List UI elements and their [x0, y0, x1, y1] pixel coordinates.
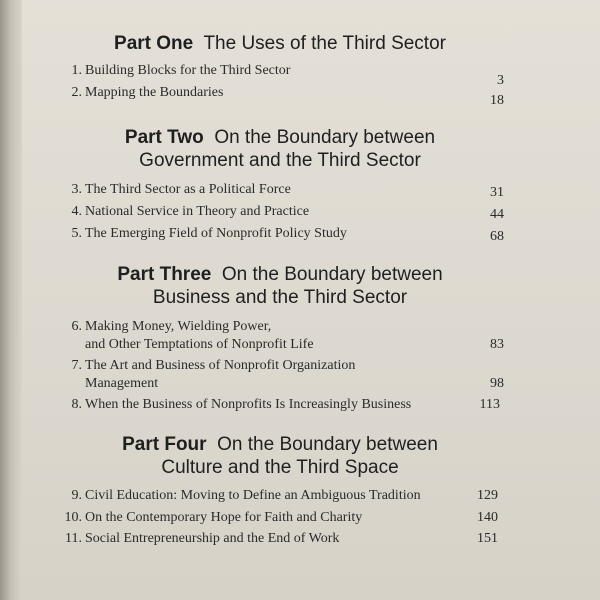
page-number: 151	[477, 531, 498, 546]
chapter-number: 6.	[71, 319, 82, 334]
page-number: 44	[490, 207, 504, 222]
chapter-number: 8.	[71, 397, 82, 412]
part-four-heading	[60, 433, 500, 479]
part-title-line: On the Boundary between	[221, 264, 443, 285]
chapter-number: 5.	[71, 226, 82, 241]
chapter-title: Social Entrepreneurship and the End of Work	[85, 531, 340, 546]
chapter-number: 1.	[71, 63, 82, 78]
page-number: 98	[490, 376, 504, 391]
page-number: 129	[477, 488, 498, 503]
chapter-number: 4.	[71, 204, 82, 219]
chapter-title: On the Contemporary Hope for Faith and Charity	[85, 510, 363, 525]
part-label: Part Four	[122, 434, 207, 455]
page-number: 113	[479, 397, 500, 412]
chapter-title: Mapping the Boundaries	[85, 85, 224, 100]
chapter-title: National Service in Theory and Practice	[85, 204, 310, 219]
chapter-number: 2.	[71, 85, 82, 100]
chapter-title: Building Blocks for the Third Sector	[85, 63, 291, 78]
chapter-title: When the Business of Nonprofits Is Increasingly Business	[85, 397, 412, 412]
book-spine-shadow	[0, 0, 22, 600]
chapter-number: 3.	[71, 182, 82, 197]
page-number: 140	[477, 510, 498, 525]
part-title-line: Culture and the Third Space	[161, 457, 399, 478]
part-title-line: Business and the Third Sector	[152, 287, 408, 308]
chapter-number: 10.	[64, 510, 82, 525]
part-title-line: On the Boundary between	[217, 434, 438, 455]
page-number: 83	[490, 337, 504, 352]
chapter-title: The Art and Business of Nonprofit Organization	[85, 358, 356, 373]
part-two-heading	[60, 126, 500, 172]
part-one-heading	[60, 32, 500, 55]
page-number: 31	[490, 185, 504, 200]
part-label: Part One	[114, 33, 194, 54]
chapter-title: Civil Education: Moving to Define an Ambiguous Tradition	[85, 488, 421, 503]
chapter-number: 9.	[71, 488, 82, 503]
chapter-title-continued: Management	[85, 376, 159, 391]
part-label: Part Two	[124, 127, 204, 148]
part-title-line: On the Boundary between	[214, 127, 436, 148]
chapter-number: 7.	[71, 358, 82, 373]
page-number: 68	[490, 229, 504, 244]
chapter-number: 11.	[65, 531, 82, 546]
part-title-line: The Uses of the Third Sector	[203, 33, 446, 54]
chapter-title: Making Money, Wielding Power,	[85, 319, 272, 334]
part-three-heading	[60, 263, 500, 309]
page-number: 18	[490, 93, 504, 108]
part-label: Part Three	[117, 264, 212, 285]
chapter-title-continued: and Other Temptations of Nonprofit Life	[85, 337, 314, 352]
page-number: 3	[497, 73, 504, 88]
chapter-title: The Third Sector as a Political Force	[85, 182, 291, 197]
chapter-title: The Emerging Field of Nonprofit Policy Study	[85, 226, 347, 241]
part-title-line: Government and the Third Sector	[139, 150, 421, 171]
